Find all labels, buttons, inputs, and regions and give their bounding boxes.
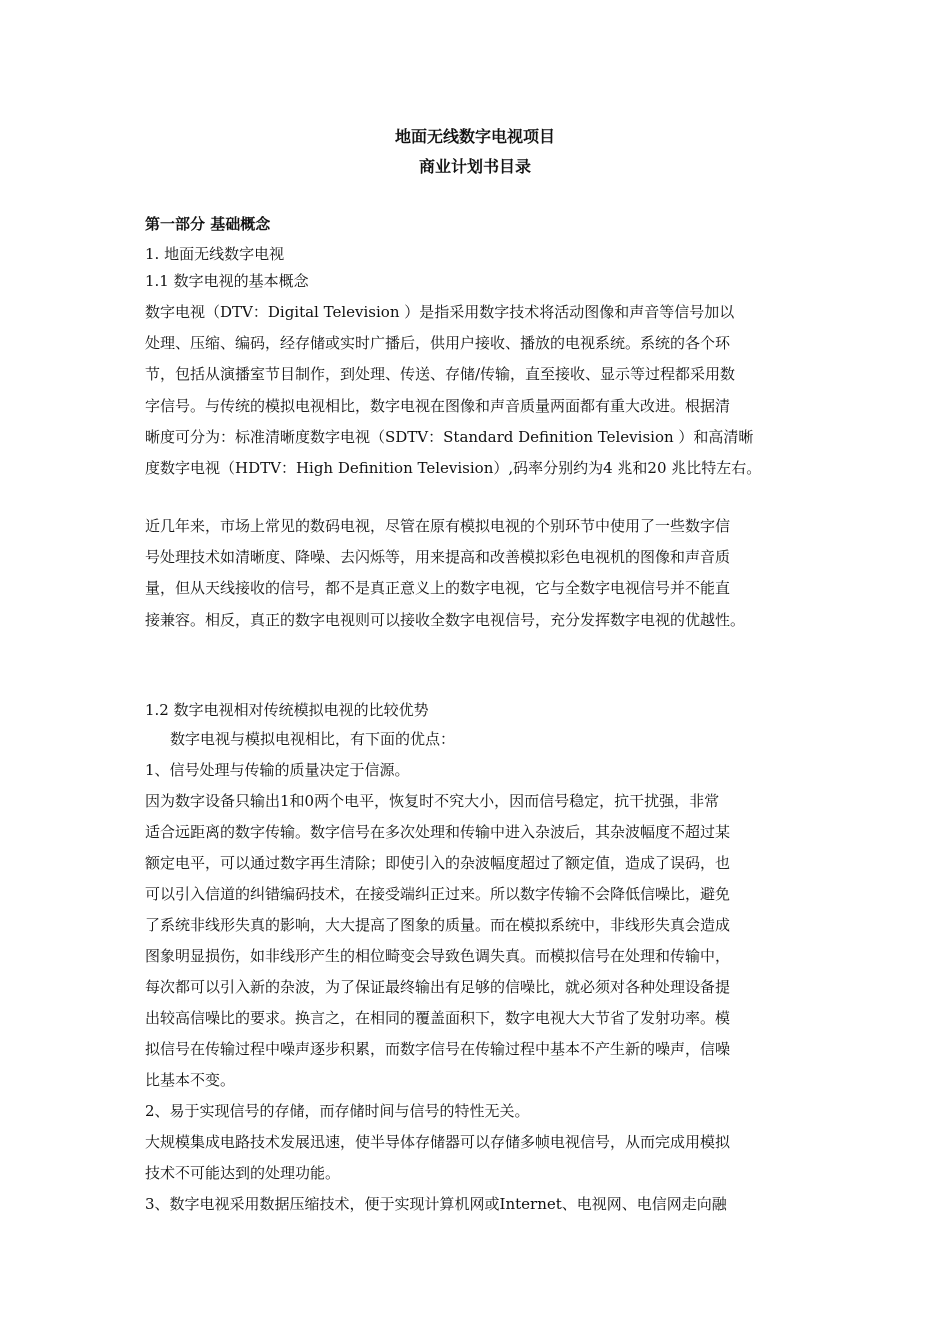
paragraph-line: 字信号。与传统的模拟电视相比，数字电视在图像和声音质量两面都有重大改进。根据清	[145, 397, 731, 415]
paragraph-line: 图象明显损伤，如非线形产生的相位畸变会导致色调失真。而模拟信号在处理和传输中，	[145, 947, 731, 965]
point-heading: 1、信号处理与传输的质量决定于信源。	[145, 761, 410, 779]
subsection-heading: 1.2 数字电视相对传统模拟电视的比较优势	[145, 701, 429, 719]
paragraph-line: 近几年来，市场上常见的数码电视，尽管在原有模拟电视的个别环节中使用了一些数字信	[145, 517, 731, 535]
paragraph-line: 适合远距离的数字传输。数字信号在多次处理和传输中进入杂波后，其杂波幅度不超过某	[145, 823, 731, 841]
point-heading: 3、数字电视采用数据压缩技术，便于实现计算机网或Internet、电视网、电信网走向融	[145, 1195, 727, 1213]
paragraph-line: 大规模集成电路技术发展迅速，使半导体存储器可以存储多帧电视信号，从而完成用模拟	[145, 1133, 731, 1151]
subsection-heading: 1.1 数字电视的基本概念	[145, 272, 309, 290]
paragraph-line: 比基本不变。	[145, 1071, 236, 1089]
part-heading: 第一部分 基础概念	[145, 215, 271, 233]
paragraph-line: 接兼容。相反，真正的数字电视则可以接收全数字电视信号，充分发挥数字电视的优越性。	[145, 611, 746, 629]
paragraph-line: 处理、压缩、编码，经存储或实时广播后，供用户接收、播放的电视系统。系统的各个环	[145, 334, 731, 352]
document-subtitle: 商业计划书目录	[418, 157, 531, 176]
paragraph-line: 每次都可以引入新的杂波，为了保证最终输出有足够的信噪比，就必须对各种处理设备提	[145, 978, 731, 996]
paragraph-line: 度数字电视（HDTV：High Definition Television）,码率分别约为4 兆和20 兆比特左右。	[145, 459, 762, 477]
paragraph-line: 了系统非线形失真的影响，大大提高了图象的质量。而在模拟系统中，非线形失真会造成	[145, 916, 731, 934]
paragraph-line: 额定电平，可以通过数字再生清除；即使引入的杂波幅度超过了额定值，造成了误码，也	[145, 854, 731, 872]
paragraph-line: 可以引入信道的纠错编码技术，在接受端纠正过来。所以数字传输不会降低信噪比，避免	[145, 885, 731, 903]
section-heading: 1. 地面无线数字电视	[145, 245, 285, 263]
point-heading: 2、易于实现信号的存储，而存储时间与信号的特性无关。	[145, 1102, 530, 1120]
paragraph-line: 数字电视（DTV：Digital Television ）是指采用数字技术将活动图像和声音等信号加以	[145, 303, 735, 321]
paragraph-line: 出较高信噪比的要求。换言之，在相同的覆盖面积下，数字电视大大节省了发射功率。模	[145, 1009, 731, 1027]
paragraph-line: 晰度可分为：标准清晰度数字电视（SDTV：Standard Definition Television ）和高清晰	[145, 428, 754, 446]
paragraph-line: 因为数字设备只输出1和0两个电平，恢复时不究大小，因而信号稳定，抗干扰强，非常	[145, 792, 720, 810]
document-title: 地面无线数字电视项目	[394, 127, 555, 146]
paragraph-line: 拟信号在传输过程中噪声逐步积累，而数字信号在传输过程中基本不产生新的噪声，信噪	[145, 1040, 731, 1058]
paragraph-line: 技术不可能达到的处理功能。	[145, 1164, 341, 1182]
paragraph-line: 量，但从天线接收的信号，都不是真正意义上的数字电视，它与全数字电视信号并不能直	[145, 579, 731, 597]
intro-line: 数字电视与模拟电视相比，有下面的优点：	[170, 730, 456, 748]
paragraph-line: 节，包括从演播室节目制作，到处理、传送、存储/传输，直至接收、显示等过程都采用数	[145, 365, 736, 383]
paragraph-line: 号处理技术如清晰度、降噪、去闪烁等，用来提高和改善模拟彩色电视机的图像和声音质	[145, 548, 731, 566]
